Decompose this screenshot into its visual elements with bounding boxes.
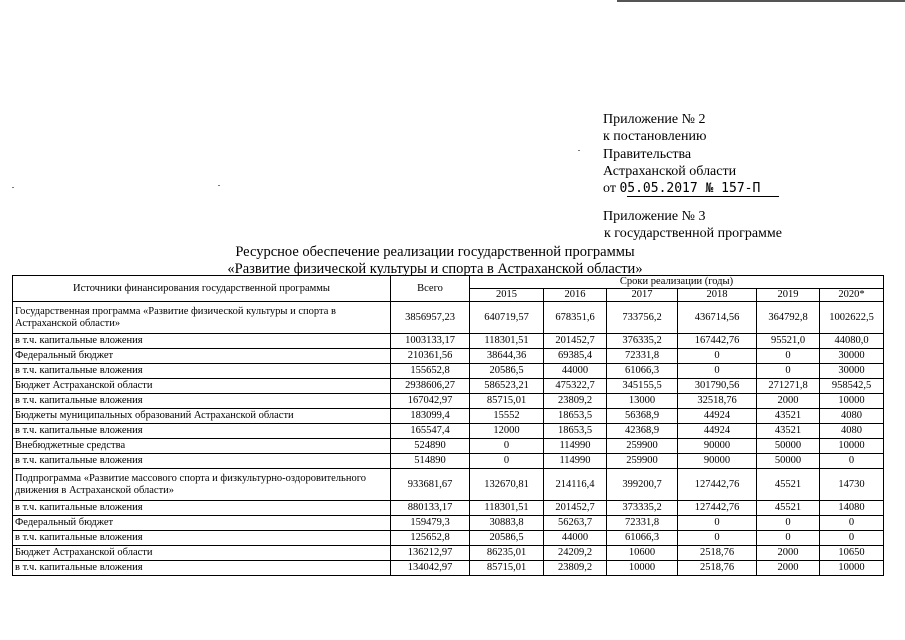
cell-year-value: 14730 xyxy=(820,469,884,501)
cell-year-value: 214116,4 xyxy=(544,469,607,501)
cell-year-value: 958542,5 xyxy=(820,379,884,394)
header-year: 2017 xyxy=(607,289,678,302)
table-row xyxy=(13,334,884,349)
annex-date-line xyxy=(603,180,760,197)
row-label: Бюджеты муниципальных образований Астраханской области xyxy=(13,409,391,424)
header-source: Источники финансирования государственной программы xyxy=(13,276,391,302)
table-row xyxy=(13,424,884,439)
cell-year-value: 0 xyxy=(678,364,757,379)
cell-total: 933681,67 xyxy=(391,469,470,501)
cell-total: 125652,8 xyxy=(391,531,470,546)
cell-total: 2938606,27 xyxy=(391,379,470,394)
table-row xyxy=(13,561,884,576)
cell-year-value: 42368,9 xyxy=(607,424,678,439)
row-label: в т.ч. капитальные вложения xyxy=(13,334,391,349)
date-stamp: 05.05.2017 № 157-П xyxy=(619,181,761,197)
annex-line: Приложение № 2 xyxy=(603,112,706,127)
cell-year-value: 259900 xyxy=(607,454,678,469)
row-label: в т.ч. капитальные вложения xyxy=(13,394,391,409)
cell-year-value: 15552 xyxy=(470,409,544,424)
header-year: 2015 xyxy=(470,289,544,302)
table-row xyxy=(13,379,884,394)
cell-year-value: 56368,9 xyxy=(607,409,678,424)
cell-year-value: 4080 xyxy=(820,409,884,424)
cell-year-value: 85715,01 xyxy=(470,394,544,409)
cell-year-value: 399200,7 xyxy=(607,469,678,501)
cell-year-value: 50000 xyxy=(757,439,820,454)
table-row xyxy=(13,409,884,424)
cell-year-value: 18653,5 xyxy=(544,424,607,439)
cell-year-value: 127442,76 xyxy=(678,469,757,501)
row-label: Внебюджетные средства xyxy=(13,439,391,454)
scan-speck xyxy=(578,150,580,151)
row-label: в т.ч. капитальные вложения xyxy=(13,424,391,439)
cell-total: 159479,3 xyxy=(391,516,470,531)
date-underline xyxy=(627,196,779,197)
cell-year-value: 10000 xyxy=(607,561,678,576)
cell-year-value: 167442,76 xyxy=(678,334,757,349)
cell-year-value: 271271,8 xyxy=(757,379,820,394)
cell-year-value: 0 xyxy=(470,454,544,469)
row-label: в т.ч. капитальные вложения xyxy=(13,501,391,516)
annex-line: Приложение № 3 xyxy=(603,209,706,224)
table-row xyxy=(13,546,884,561)
header-period: Сроки реализации (годы) xyxy=(470,276,884,289)
table-row xyxy=(13,302,884,334)
annex-block-appendix-3 xyxy=(603,208,782,243)
annex-block-appendix-2 xyxy=(603,111,760,197)
date-prefix: от xyxy=(603,181,616,197)
cell-year-value: 364792,8 xyxy=(757,302,820,334)
cell-year-value: 10000 xyxy=(820,561,884,576)
cell-year-value: 44000 xyxy=(544,364,607,379)
cell-year-value: 20586,5 xyxy=(470,531,544,546)
cell-total: 210361,56 xyxy=(391,349,470,364)
cell-year-value: 10600 xyxy=(607,546,678,561)
cell-year-value: 0 xyxy=(678,349,757,364)
cell-year-value: 72331,8 xyxy=(607,349,678,364)
cell-year-value: 2518,76 xyxy=(678,561,757,576)
cell-year-value: 24209,2 xyxy=(544,546,607,561)
cell-year-value: 2000 xyxy=(757,561,820,576)
cell-total: 524890 xyxy=(391,439,470,454)
cell-year-value: 259900 xyxy=(607,439,678,454)
cell-year-value: 201452,7 xyxy=(544,501,607,516)
cell-year-value: 475322,7 xyxy=(544,379,607,394)
cell-year-value: 2000 xyxy=(757,394,820,409)
cell-year-value: 86235,01 xyxy=(470,546,544,561)
cell-total: 167042,97 xyxy=(391,394,470,409)
cell-year-value: 23809,2 xyxy=(544,561,607,576)
cell-total: 183099,4 xyxy=(391,409,470,424)
cell-year-value: 132670,81 xyxy=(470,469,544,501)
row-label: Бюджет Астраханской области xyxy=(13,379,391,394)
cell-year-value: 44924 xyxy=(678,424,757,439)
cell-year-value: 44080,0 xyxy=(820,334,884,349)
cell-year-value: 2518,76 xyxy=(678,546,757,561)
cell-year-value: 301790,56 xyxy=(678,379,757,394)
cell-year-value: 118301,51 xyxy=(470,334,544,349)
scan-speck xyxy=(12,187,14,188)
cell-year-value: 0 xyxy=(757,364,820,379)
cell-year-value: 90000 xyxy=(678,454,757,469)
annex-line: к государственной программе xyxy=(604,226,782,242)
cell-year-value: 95521,0 xyxy=(757,334,820,349)
cell-total: 3856957,23 xyxy=(391,302,470,334)
table-row xyxy=(13,516,884,531)
table-row xyxy=(13,531,884,546)
cell-year-value: 14080 xyxy=(820,501,884,516)
header-total: Всего xyxy=(391,276,470,302)
cell-total: 1003133,17 xyxy=(391,334,470,349)
table-row xyxy=(13,469,884,501)
cell-year-value: 0 xyxy=(820,454,884,469)
cell-year-value: 69385,4 xyxy=(544,349,607,364)
cell-year-value: 678351,6 xyxy=(544,302,607,334)
cell-year-value: 56263,7 xyxy=(544,516,607,531)
cell-total: 134042,97 xyxy=(391,561,470,576)
cell-total: 155652,8 xyxy=(391,364,470,379)
table-row xyxy=(13,394,884,409)
row-label: в т.ч. капитальные вложения xyxy=(13,561,391,576)
cell-year-value: 43521 xyxy=(757,409,820,424)
annex-line: к постановлению xyxy=(603,129,707,145)
cell-year-value: 61066,3 xyxy=(607,364,678,379)
cell-year-value: 2000 xyxy=(757,546,820,561)
annex-line: Астраханской области xyxy=(603,163,737,179)
title-line: Ресурсное обеспечение реализации государственной программы xyxy=(235,244,635,260)
cell-year-value: 0 xyxy=(678,516,757,531)
cell-year-value: 201452,7 xyxy=(544,334,607,349)
cell-year-value: 85715,01 xyxy=(470,561,544,576)
row-label: Федеральный бюджет xyxy=(13,349,391,364)
cell-year-value: 373335,2 xyxy=(607,501,678,516)
title-line: «Развитие физической культуры и спорта в Астраханской области» xyxy=(227,261,643,277)
cell-year-value: 90000 xyxy=(678,439,757,454)
cell-year-value: 114990 xyxy=(544,439,607,454)
cell-year-value: 10650 xyxy=(820,546,884,561)
scan-speck xyxy=(218,185,220,186)
cell-year-value: 0 xyxy=(470,439,544,454)
cell-year-value: 30000 xyxy=(820,364,884,379)
row-label: Бюджет Астраханской области xyxy=(13,546,391,561)
cell-year-value: 30883,8 xyxy=(470,516,544,531)
row-label: Федеральный бюджет xyxy=(13,516,391,531)
header-year: 2016 xyxy=(544,289,607,302)
table-row xyxy=(13,349,884,364)
table-row xyxy=(13,501,884,516)
table-row xyxy=(13,454,884,469)
cell-year-value: 30000 xyxy=(820,349,884,364)
cell-year-value: 586523,21 xyxy=(470,379,544,394)
header-year: 2020* xyxy=(820,289,884,302)
cell-total: 514890 xyxy=(391,454,470,469)
annex-line: Правительства xyxy=(603,146,692,162)
cell-year-value: 10000 xyxy=(820,394,884,409)
cell-year-value: 0 xyxy=(757,531,820,546)
scan-edge-line xyxy=(617,0,905,2)
cell-year-value: 0 xyxy=(678,531,757,546)
cell-year-value: 376335,2 xyxy=(607,334,678,349)
cell-year-value: 0 xyxy=(757,516,820,531)
cell-year-value: 118301,51 xyxy=(470,501,544,516)
cell-year-value: 72331,8 xyxy=(607,516,678,531)
document-title xyxy=(140,244,730,278)
header-year: 2019 xyxy=(757,289,820,302)
cell-year-value: 0 xyxy=(820,531,884,546)
cell-year-value: 44000 xyxy=(544,531,607,546)
cell-total: 136212,97 xyxy=(391,546,470,561)
cell-year-value: 640719,57 xyxy=(470,302,544,334)
cell-year-value: 114990 xyxy=(544,454,607,469)
cell-year-value: 0 xyxy=(757,349,820,364)
cell-year-value: 127442,76 xyxy=(678,501,757,516)
cell-year-value: 4080 xyxy=(820,424,884,439)
cell-year-value: 13000 xyxy=(607,394,678,409)
cell-year-value: 61066,3 xyxy=(607,531,678,546)
header-year: 2018 xyxy=(678,289,757,302)
table-row xyxy=(13,364,884,379)
cell-year-value: 32518,76 xyxy=(678,394,757,409)
cell-year-value: 10000 xyxy=(820,439,884,454)
cell-year-value: 733756,2 xyxy=(607,302,678,334)
cell-year-value: 12000 xyxy=(470,424,544,439)
cell-total: 880133,17 xyxy=(391,501,470,516)
table-row xyxy=(13,439,884,454)
cell-year-value: 43521 xyxy=(757,424,820,439)
row-label: Подпрограмма «Развитие массового спорта и физкультурно-оздоровительного движения в Астраханской области» xyxy=(13,469,391,501)
row-label: в т.ч. капитальные вложения xyxy=(13,531,391,546)
row-label: Государственная программа «Развитие физической культуры и спорта в Астраханской области» xyxy=(13,302,391,334)
cell-year-value: 345155,5 xyxy=(607,379,678,394)
cell-year-value: 38644,36 xyxy=(470,349,544,364)
cell-year-value: 0 xyxy=(820,516,884,531)
cell-total: 165547,4 xyxy=(391,424,470,439)
funding-table xyxy=(12,275,884,576)
cell-year-value: 45521 xyxy=(757,501,820,516)
row-label: в т.ч. капитальные вложения xyxy=(13,454,391,469)
cell-year-value: 18653,5 xyxy=(544,409,607,424)
cell-year-value: 44924 xyxy=(678,409,757,424)
cell-year-value: 436714,56 xyxy=(678,302,757,334)
row-label: в т.ч. капитальные вложения xyxy=(13,364,391,379)
cell-year-value: 23809,2 xyxy=(544,394,607,409)
cell-year-value: 1002622,5 xyxy=(820,302,884,334)
cell-year-value: 20586,5 xyxy=(470,364,544,379)
cell-year-value: 50000 xyxy=(757,454,820,469)
cell-year-value: 45521 xyxy=(757,469,820,501)
